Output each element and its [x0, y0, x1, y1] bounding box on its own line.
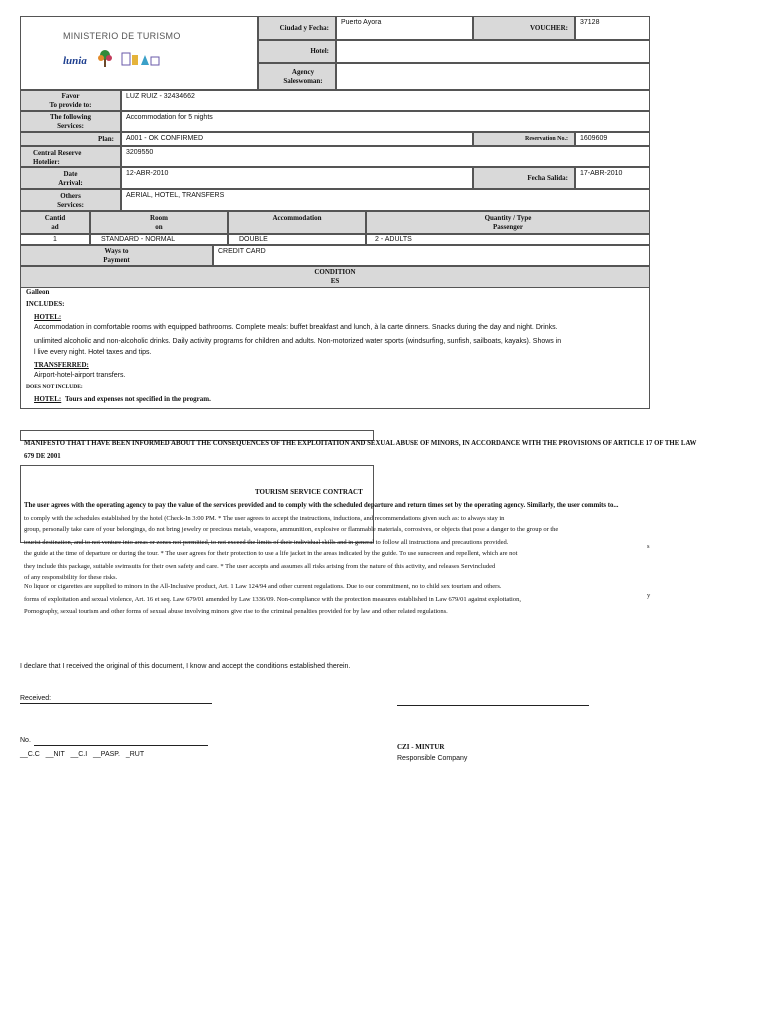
- rooms-cell-accommodation: DOUBLE: [228, 234, 366, 245]
- transferred-text: Airport-hotel-airport transfers.: [34, 372, 126, 379]
- contract-stray-y: y: [647, 592, 651, 599]
- company-signature-line[interactable]: [397, 705, 589, 706]
- central-reserve-label: Central Reserve Hotelier:: [20, 146, 121, 167]
- reservation-field[interactable]: 1609609: [575, 132, 650, 146]
- hotel-field[interactable]: [336, 40, 650, 63]
- voucher-label: VOUCHER:: [473, 16, 575, 40]
- rooms-header-quantity: Cantid ad: [20, 211, 90, 234]
- company-role: Responsible Company: [397, 755, 468, 762]
- favor-label: Favor To provide to:: [20, 90, 121, 111]
- conditions-title: CONDITION ES: [20, 266, 650, 288]
- contract-line-1: to comply with the schedules established by the hotel (Check-In 3:00 PM. * The user agrees to accept the instructions, inductions, and recommendations given such as: to always stay in: [24, 515, 505, 522]
- hotel-text-line-2: unlimited alcoholic and non-alcoholic drinks. Daily activity programs for children and adults. Non-motorized water sports (windsurfing, sunfish, sailboats, kayaks). Shows in: [34, 338, 562, 345]
- conditions-box: [20, 288, 650, 409]
- rooms-header-accommodation: Accommodation: [228, 211, 366, 234]
- document-type-options[interactable]: __C.C __NIT __C.I __PASP. _RUT: [20, 751, 145, 758]
- central-reserve-field[interactable]: 3209550: [121, 146, 650, 167]
- agency-saleswoman-field[interactable]: [336, 63, 650, 90]
- received-signature-line[interactable]: [20, 703, 212, 704]
- rooms-cell-room: STANDARD - NORMAL: [90, 234, 228, 245]
- document-number-label: No.: [20, 737, 31, 744]
- not-include-hotel-label: HOTEL:: [34, 395, 62, 403]
- payment-label: Ways to Payment: [20, 245, 213, 266]
- not-include-text: Tours and expenses not specified in the program.: [65, 395, 211, 403]
- contract-line-7: No liquor or cigarettes are supplied to minors in the All-Inclusive product, Art. 1 Law 124/94 and other current regulations. Due to our commitment, no to child sex tourism and others.: [24, 583, 502, 590]
- contract-line-8: forms of exploitation and sexual violence, Art. 16 et seq. Law 679/01 amended by Law 1336/09. Non-compliance with the protection measures established in Law 679/01 against exploitation,: [24, 596, 521, 603]
- agency-saleswoman-label: Agency Saleswoman:: [258, 63, 336, 90]
- manifesto-line-2: 679 DE 2001: [24, 453, 61, 460]
- hotel-text-line-1: Accommodation in comfortable rooms with equipped bathrooms. Complete meals: buffet breakfast and lunch, à la carte dinners. Snacks during the day and night. Drinks.: [34, 324, 558, 331]
- hotel-text-line-3: l live every night. Hotel taxes and tips.: [34, 349, 152, 356]
- ministry-logo-text: MINISTERIO DE TURISMO: [63, 31, 181, 41]
- brand-logo: lunia: [63, 55, 87, 67]
- others-services-label: Others Services:: [20, 189, 121, 211]
- document-number-line[interactable]: [34, 745, 208, 746]
- not-include-heading: DOES NOT INCLUDE:: [26, 384, 83, 390]
- includes-heading: INCLUDES:: [26, 300, 65, 308]
- contract-intro: The user agrees with the operating agency to pay the value of the services provided and to comply with the scheduled departure and return times set by the operating agency. Similarly, the user commits to...: [24, 502, 619, 509]
- others-services-field[interactable]: AERIAL, HOTEL, TRANSFERS: [121, 189, 650, 211]
- tree-icon: [97, 49, 113, 71]
- rooms-header-passenger: Quantity / Type Passenger: [366, 211, 650, 234]
- departure-field[interactable]: 17-ABR-2010: [575, 167, 650, 189]
- plan-field[interactable]: A001 - OK CONFIRMED: [121, 132, 473, 146]
- received-label: Received:: [20, 695, 52, 702]
- contract-title: TOURISM SERVICE CONTRACT: [255, 488, 363, 496]
- hotel-label: Hotel:: [258, 40, 336, 63]
- contract-line-2: group, personally take care of your belongings, do not bring jewelry or precious metals, weapons, ammunition, explosive or flammable materials, corrosives, or objects that pose a danger to the group or the: [24, 526, 559, 533]
- favor-field[interactable]: LUZ RUIZ - 32434662: [121, 90, 650, 111]
- departure-label: Fecha Salida:: [473, 167, 575, 189]
- company-code: CZI - MINTUR: [397, 743, 445, 751]
- transferred-heading: TRANSFERRED:: [34, 361, 89, 369]
- declaration-text: I declare that I received the original of this document, I know and accept the conditions established therein.: [20, 663, 351, 670]
- galleon-label: Galleon: [26, 288, 50, 296]
- rooms-header-room: Room on: [90, 211, 228, 234]
- reservation-label: Reservation No.:: [473, 132, 575, 146]
- arrival-field[interactable]: 12-ABR-2010: [121, 167, 473, 189]
- contract-stray-s: s: [647, 543, 650, 550]
- services-field[interactable]: Accommodation for 5 nights: [121, 111, 650, 132]
- voucher-field[interactable]: 37128: [575, 16, 650, 40]
- arrival-label: Date Arrival:: [20, 167, 121, 189]
- contract-line-4: the guide at the time of departure or during the tour. * The user agrees for their protection to use a life jacket in the areas indicated by the guide. To use sunscreen and repellent, which are not: [24, 550, 518, 557]
- contract-line-3: tourist destination, and to not venture into areas or zones not permitted, to not exceed the limits of their individual skills and in general to follow all instructions and precautions provided.: [24, 539, 509, 546]
- services-label: The following Services:: [20, 111, 121, 132]
- city-date-label: Ciudad y Fecha:: [258, 16, 336, 40]
- hotel-heading: HOTEL:: [34, 313, 62, 321]
- rooms-cell-quantity: 1: [20, 234, 90, 245]
- contract-line-5: they include this package, suitable swimsuits for their own safety and care. * The user accepts and assumes all risks arising from the nature of this activity, and releases Servincluded: [24, 563, 496, 570]
- logo-box: [20, 16, 258, 90]
- city-date-field[interactable]: Puerto Ayora: [336, 16, 473, 40]
- contract-line-6: of any responsibility for these risks.: [24, 574, 118, 581]
- plan-label: Plan:: [20, 132, 121, 146]
- tourism-seal-logo: [121, 51, 161, 67]
- contract-line-9: Pornography, sexual tourism and other forms of sexual abuse involving minors give rise to the criminal penalties provided for by law and other related regulations.: [24, 608, 448, 615]
- payment-field[interactable]: CREDIT CARD: [213, 245, 650, 266]
- rooms-cell-passenger: 2 - ADULTS: [366, 234, 650, 245]
- manifesto-line-1: MANIFESTO THAT I HAVE BEEN INFORMED ABOUT THE CONSEQUENCES OF THE EXPLOITATION AND SEXUAL ABUSE OF MINORS, IN ACCORDANCE WITH THE PROVISIONS OF ARTICLE 17 OF THE LAW: [24, 440, 697, 447]
